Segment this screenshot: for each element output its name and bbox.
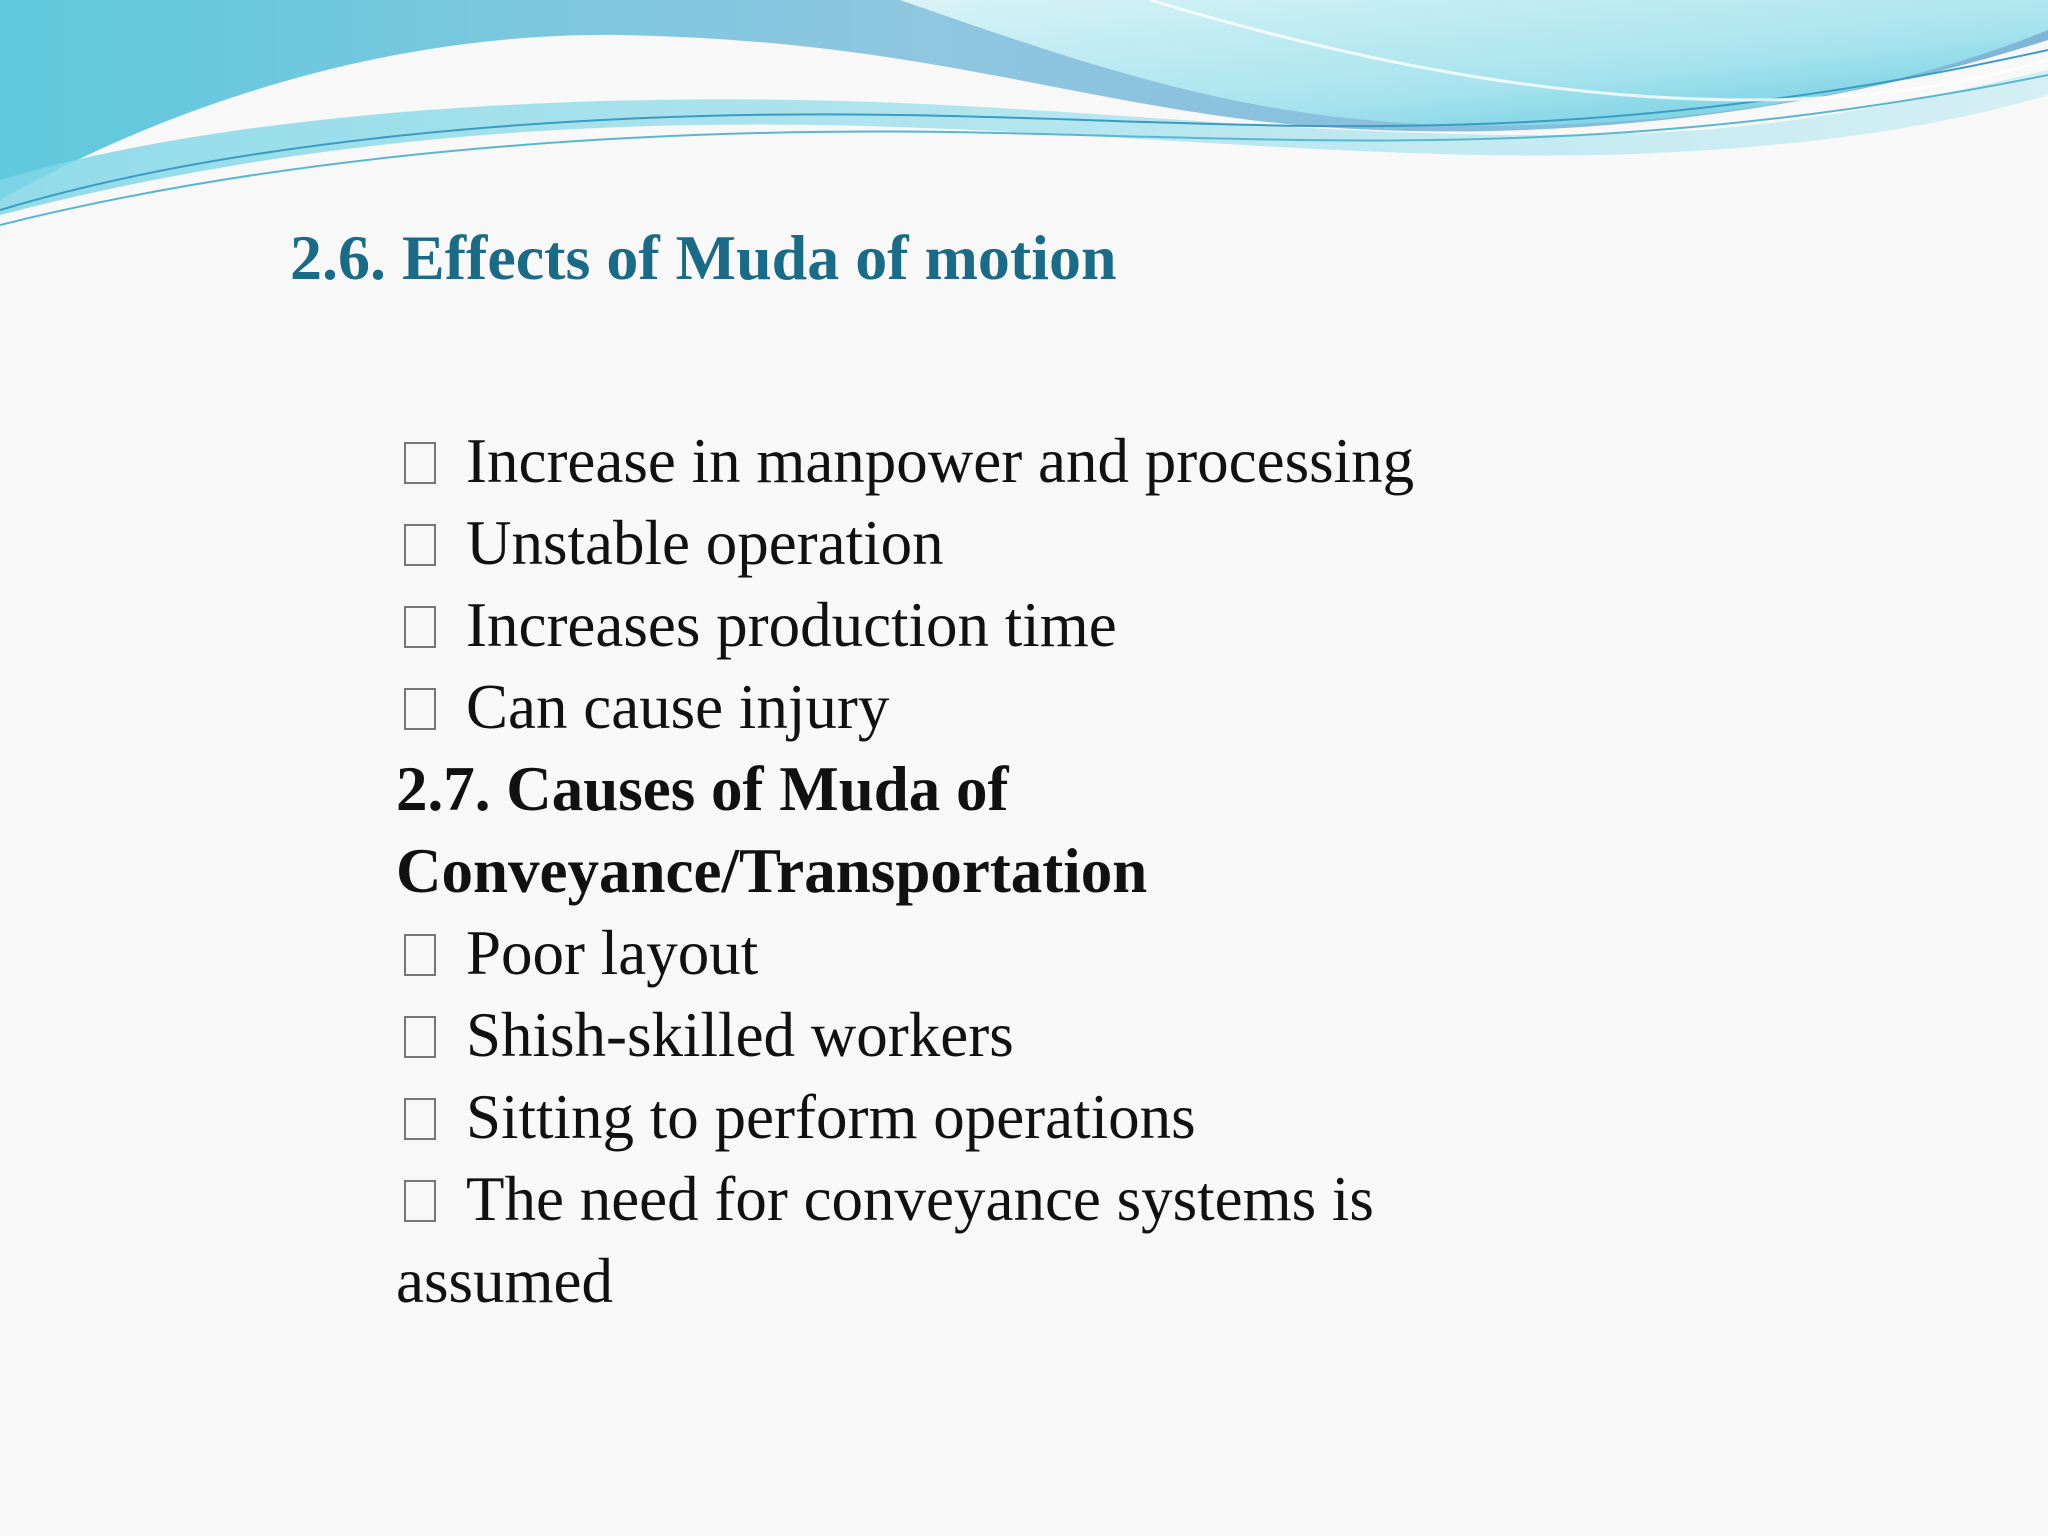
- list-item-text: Unstable operation: [466, 508, 944, 578]
- list-item: [396, 912, 1796, 994]
- bullet-box-icon: [404, 524, 436, 566]
- list-item: [396, 1158, 1796, 1240]
- slide-title: 2.6. Effects of Muda of motion: [290, 222, 1117, 293]
- bullet-box-icon: [404, 688, 436, 730]
- bullet-box-icon: [404, 1016, 436, 1058]
- list-item-text: Increase in manpower and processing: [466, 426, 1415, 496]
- bullet-box-icon: [404, 934, 436, 976]
- list-item-text: Can cause injury: [466, 672, 890, 742]
- list-item-continuation: assumed: [396, 1246, 613, 1316]
- section-heading-line-1: 2.7. Causes of Muda of: [396, 754, 1009, 824]
- list-item: [396, 994, 1796, 1076]
- list-item: [396, 420, 1796, 502]
- bullet-box-icon: [404, 606, 436, 648]
- section-heading-line-2: Conveyance/Transportation: [396, 836, 1148, 906]
- slide-body: [396, 420, 1796, 1322]
- list-item-text: Poor layout: [466, 918, 759, 988]
- list-item-text: Sitting to perform operations: [466, 1082, 1196, 1152]
- list-item: [396, 584, 1796, 666]
- list-item: [396, 1076, 1796, 1158]
- list-item: [396, 502, 1796, 584]
- list-item-text: Shish-skilled workers: [466, 1000, 1014, 1070]
- bullet-box-icon: [404, 1180, 436, 1222]
- bullet-box-icon: [404, 1098, 436, 1140]
- bullet-box-icon: [404, 442, 436, 484]
- list-item-text: The need for conveyance systems is: [466, 1164, 1374, 1234]
- list-item: [396, 666, 1796, 748]
- wave-header-decoration: [0, 0, 2048, 240]
- list-item-text: Increases production time: [466, 590, 1117, 660]
